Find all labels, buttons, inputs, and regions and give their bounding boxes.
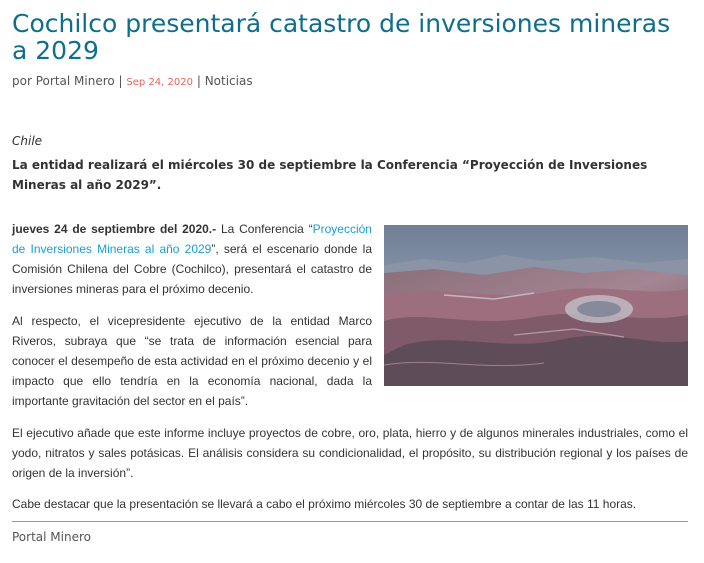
- footer-source: Portal Minero: [12, 530, 91, 544]
- post-meta: [12, 74, 253, 88]
- paragraph-1-rest: ”, será el escenario donde la Comisión Chilena del Cobre (Cochilco), presentará el catastro de inversiones mineras para el próximo decenio.: [12, 242, 372, 296]
- meta-separator: |: [118, 74, 123, 88]
- paragraph-1: [12, 219, 372, 299]
- paragraph-4: Cabe destacar que la presentación se llevará a cabo el próximo miércoles 30 de septiembre a contar de las 11 horas.: [12, 497, 637, 511]
- article-title: Cochilco presentará catastro de inversiones mineras a 2029: [12, 9, 671, 65]
- divider: [12, 521, 688, 522]
- conference-link[interactable]: Proyección de Inversiones Mineras al año 2029: [12, 222, 372, 256]
- article-lead: La entidad realizará el miércoles 30 de septiembre la Conferencia “Proyección de Inversiones Mineras al año 2029”.: [12, 158, 648, 192]
- paragraph-2: Al respecto, el vicepresidente ejecutivo de la entidad Marco Riveros, subraya que “se trata de información esencial para conocer el desempeño de esta actividad en el próximo decenio y el impacto que ello tendría en la economía nacional, dada la importante gravitación del sector en el país”.: [12, 314, 372, 408]
- category-link[interactable]: Noticias: [204, 74, 253, 88]
- paragraph-3: El ejecutivo añade que este informe incluye proyectos de cobre, oro, plata, hierro y de algunos minerales industriales, como el yodo, nitratos y sales potásicas. El análisis considera su condicionalidad, el propósito, su distribución regional y los países de origen de la inversión”.: [12, 426, 688, 480]
- dateline: jueves 24 de septiembre del 2020.-: [12, 222, 217, 236]
- post-date: Sep 24, 2020: [126, 77, 193, 88]
- meta-separator: |: [196, 74, 201, 88]
- byline-prefix: por: [12, 74, 32, 88]
- paragraph-1-intro: La Conferencia “: [216, 222, 313, 236]
- author-link[interactable]: Portal Minero: [35, 74, 115, 88]
- mining-landscape-image: [384, 225, 688, 386]
- country-label: Chile: [12, 134, 43, 148]
